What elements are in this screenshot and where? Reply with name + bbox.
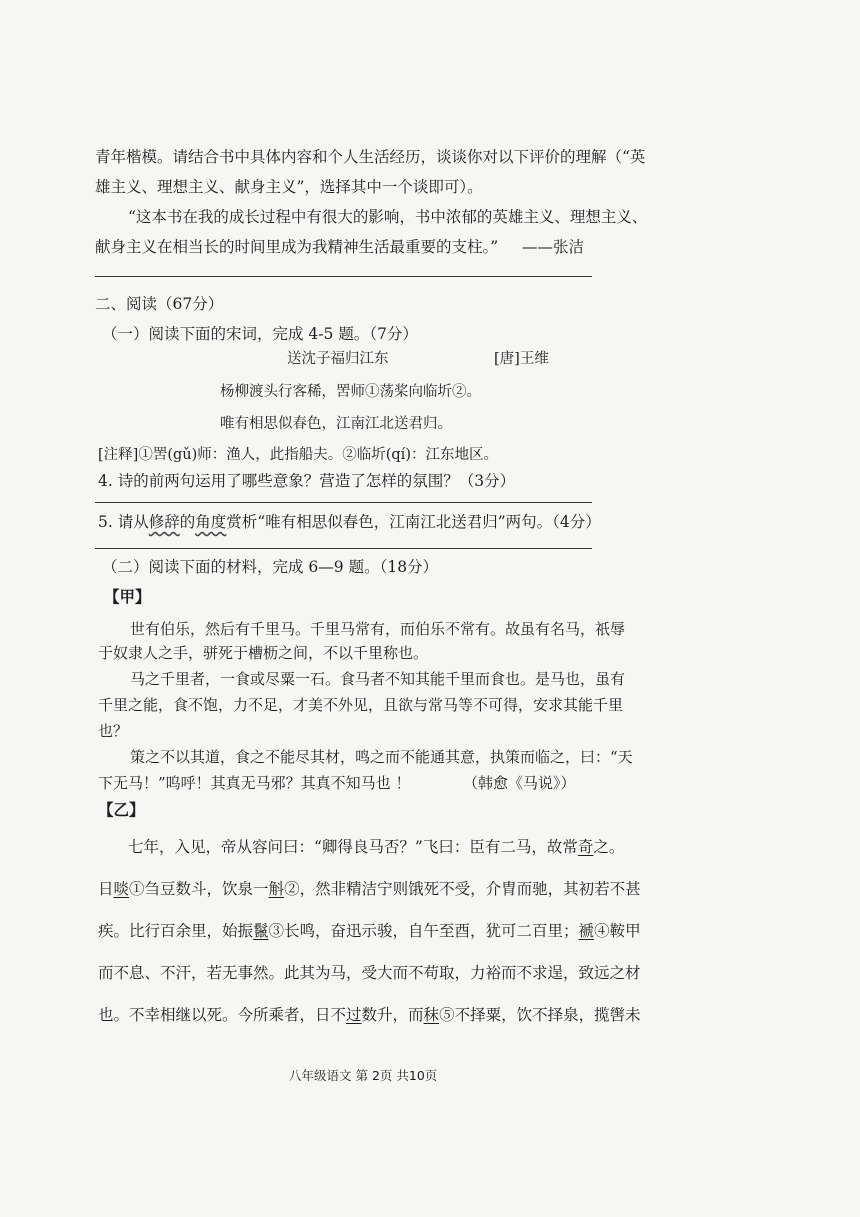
passage-jia-line: 世有伯乐，然后有千里马。千里马常有，而伯乐不常有。故虽有名马，祇辱 (130, 620, 626, 638)
passage-jia-line: 于奴隶人之手，骈死于槽枥之间，不以千里称也。 (98, 644, 429, 662)
passage-text: 也。不幸相继以死。今所乘者，日不 (98, 1006, 347, 1024)
quote-line: 献身主义在相当长的时间里成为我精神生活最重要的支柱。” (95, 238, 499, 256)
poem-line: 唯有相思似春色，江南江北送君归。 (220, 416, 452, 432)
annotated-char: 褫 (578, 922, 595, 940)
annotated-char: 秣 (423, 1006, 440, 1024)
question-5 (98, 515, 601, 531)
poem-note: [注释]①罟(gǔ)师：渔人，此指船夫。②临圻(qí)：江东地区。 (98, 447, 498, 463)
passage-text: ⑤不择粟，饮不择泉，揽辔未 (439, 1006, 641, 1024)
question-4: 4. 诗的前两句运用了哪些意象？营造了怎样的氛围？（3分） (98, 472, 516, 490)
passage-yi-line: 而不息、不汗，若无事然。此其为马，受大而不苟取，力裕而不求逞，致远之材 (98, 964, 641, 982)
passage-source: （韩愈《马说》） (463, 774, 576, 792)
passage-jia-line: 下无马！”呜呼！其真无马邪？其真不知马也 ！ (98, 774, 411, 792)
passage-text: 之。 (593, 838, 625, 856)
passage-jia-line: 策之不以其道，食之不能尽其材，鸣之而不能通其意，执策而临之，曰：“天 (130, 748, 633, 766)
passage-yi-line (128, 840, 624, 856)
quote-line: “这本书在我的成长过程中有很大的影响，书中浓郁的英雄主义、理想主义、 (128, 208, 648, 226)
passage-label-jia: 【甲】 (104, 587, 151, 606)
annotated-char: 鬣 (253, 922, 269, 940)
passage-text: 数升，而 (361, 1006, 424, 1024)
page-footer: 八年级语文 第 2页 共10页 (289, 1068, 438, 1083)
answer-line (95, 548, 592, 549)
passage-jia-line: 千里之能，食不饱，力不足，才美不外见，且欲与常马等不可得，安求其能千里 (98, 696, 624, 714)
passage-yi-line (98, 924, 641, 940)
annotated-char: 啖 (113, 880, 130, 898)
passage-text: ②，然非精洁宁则饿死不受，介胄而驰，其初若不甚 (284, 880, 641, 898)
question-5-prefix: 5. 请从 (98, 513, 149, 531)
question-5-connector: 的 (179, 513, 196, 531)
answer-line (95, 276, 592, 277)
annotated-char: 奇 (577, 838, 594, 856)
question-5-body: 赏析“唯有相思似春色，江南江北送君归”两句。（4分） (226, 513, 601, 531)
answer-line (95, 502, 592, 503)
section-heading: 二、阅读（67分） (95, 295, 224, 313)
passage-text: ①刍豆数斗，饮泉一 (129, 880, 269, 898)
passage-yi-line (98, 882, 641, 898)
poem-author: [唐]王维 (494, 351, 549, 367)
poem-title: 送沈子福归江东 (287, 351, 389, 367)
passage-jia-line: 马之千里者，一食或尽粟一石。食马者不知其能千里而食也。是马也，虽有 (130, 670, 626, 688)
passage-text: 疾。比行百余里，始振 (98, 922, 254, 940)
question-5-emphasis: 角度 (195, 513, 227, 531)
quote-author: ——张洁 (522, 238, 585, 256)
passage-text: ④鞍甲 (594, 922, 641, 940)
question-5-emphasis: 修辞 (148, 513, 180, 531)
part-instruction: （二）阅读下面的材料，完成 6—9 题。（18分） (102, 558, 439, 576)
question-text-line: 青年楷模。请结合书中具体内容和个人生活经历，谈谈你对以下评价的理解（“英 (95, 148, 646, 166)
poem-line: 杨柳渡头行客稀，罟师①荡桨向临圻②。 (220, 384, 481, 400)
passage-jia-line: 也？ (98, 722, 129, 740)
passage-text: 日 (98, 880, 114, 898)
passage-text: ③长鸣，奋迅示骏，自午至酉，犹可二百里； (268, 922, 579, 940)
part-instruction: （一）阅读下面的宋词，完成 4-5 题。（7分） (102, 325, 418, 343)
annotated-char: 过 (346, 1006, 362, 1024)
passage-label-yi: 【乙】 (98, 800, 145, 819)
question-text-line: 雄主义、理想主义、献身主义”，选择其中一个谈即可）。 (95, 178, 483, 196)
passage-text: 七年，入见，帝从容问曰：“卿得良马否？”飞曰：臣有二马，故常 (128, 838, 578, 856)
passage-yi-line (98, 1008, 641, 1024)
annotated-char: 斛 (268, 880, 285, 898)
